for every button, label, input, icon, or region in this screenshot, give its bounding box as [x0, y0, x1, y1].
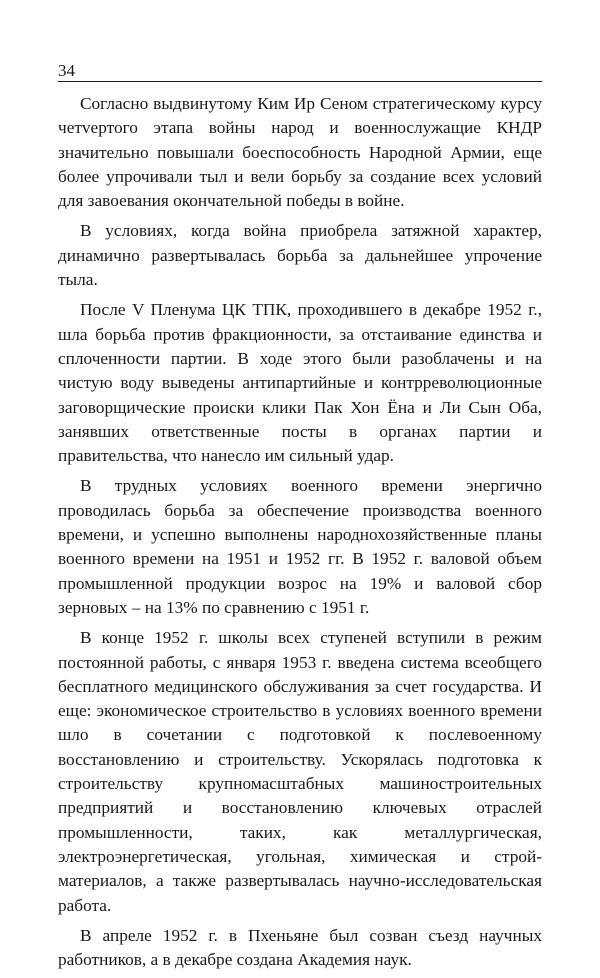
- body-text: [58, 92, 542, 978]
- paragraph: В конце 1952 г. школы всех ступеней вступили в режим постоянной работы, с января 1953 г. введена система всеобщего бесплатного медицинского обслуживания за счет государства. И еще: экономическое строительство в условиях военного времени шло в сочетании с подготовкой к послевоенному восстановлению и строительству. Ускорялась подготовка к строительству крупномасштабных машиностроительных предприятий и восстановлению ключевых отраслей промышленности, таких, как металлургическая, электроэнергетическая, угольная, химическая и стройматериалов, а также развертывалась научно-исследовательская работа.: [58, 628, 542, 915]
- paragraph: После V Пленума ЦК ТПК, проходившего в декабре 1952 г., шла борьба против фракционности, за отстаивание единства и сплоченности партии. В ходе этого были разоблачены и на чистую воду выведены антипартийные и контрреволюционные заговорщические происки клики Пак Хон Ёна и Ли Сын Оба, занявших ответственные посты в органах партии и правительства, что нанесло им сильный удар.: [58, 300, 542, 466]
- paragraph: Согласно выдвинутому Ким Ир Сеном стратегическому курсу четvертого этапа войны народ и военнослужащие КНДР значительно повышали боеспособность Народной Армии, еще более упрочивали тыл и вели борьбу за создание всех условий для завоевания окончательной победы в войне.: [58, 94, 542, 211]
- paragraph: В трудных условиях военного времени энергично проводилась борьба за обеспечение производства военного времени, и успешно выполнены народнохозяйственные планы военного времени на 1951 и 1952 гг. В 1952 г. валовой объем промышленной продукции возрос на 19% и валовой сбор зерновых – на 13% по сравнению с 1951 г.: [58, 476, 542, 617]
- page-number: 34: [58, 61, 75, 80]
- paragraph: В условиях, когда война приобрела затяжной характер, динамично развертывалась борьба за дальнейшее упрочение тыла.: [58, 221, 542, 290]
- paragraph: В апреле 1952 г. в Пхеньяне был созван съезд научных работников, а в декабре создана Академия наук.: [58, 925, 542, 970]
- book-page: [58, 0, 542, 970]
- header-rule: [58, 81, 542, 82]
